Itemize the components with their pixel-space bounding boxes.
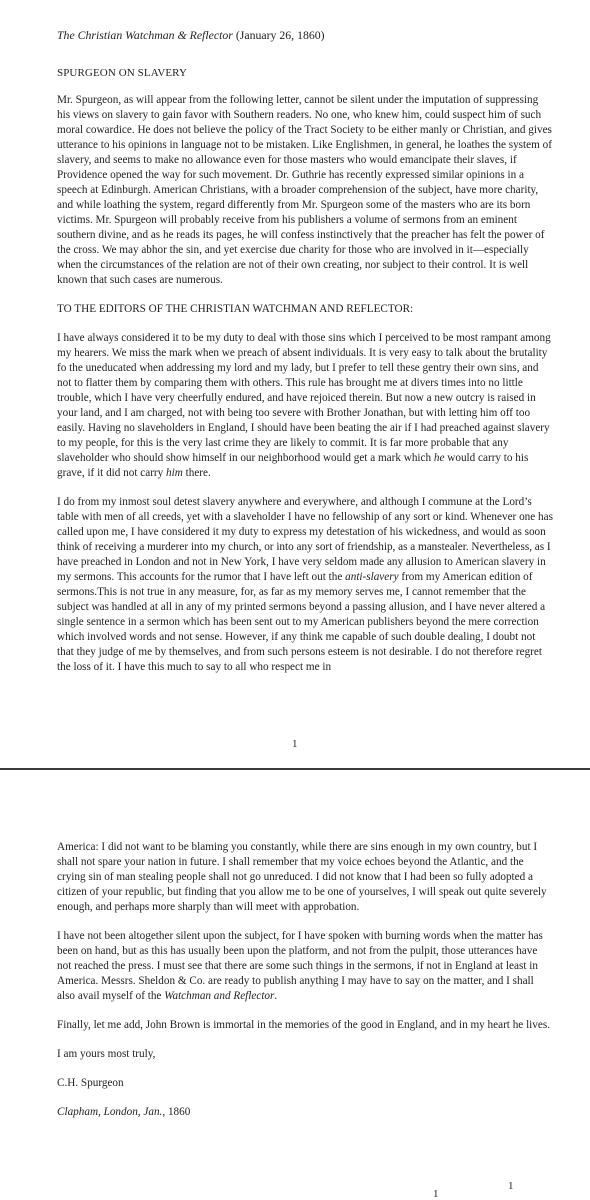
letter-paragraph-3: America: I did not want to be blaming you constantly, while there are sins enough in my own country, but I shall not spare your nation in future. I shall remember that my voice echoes beyond the Atlantic, and the crying sin of man stealing people shall not go unreduced. I did not know that I had been so fully adopted a citizen of your republic, but finding that you allow me to be one of yourselves, I will speak out quite severely enough, and perhaps more sharply than will meet with approbation. [57,841,547,913]
article-title: SPURGEON ON SLAVERY [57,67,188,79]
intro-paragraph: Mr. Spurgeon, as will appear from the following letter, cannot be silent under the imputation of suppressing his views on slavery to gain favor with Southern readers. No one, who knew him, could suspect him of such moral cowardice. He does not believe the policy of the Tract Society to be either manly or Christian, and gives utterance to his opinions in language not to be mistaken. Like Englishmen, in general, he loathes the system of slavery, and seems to make no allowance even for those masters who would emancipate their slaves, if Providence opened the way for such movement. Dr. Guthrie has recently expressed similar opinions in a speech at Edinburgh. American Christians, with a broader comprehension of the subject, have more charity, and while loathing the system, regard differently from Mr. Spurgeon some of the masters who are its born victims. Mr. Spurgeon will probably receive from his publishers a volume of sermons from an eminent southern divine, and as he reads its pages, he will confess instinctively that the preacher has felt the power of the cross. We may abhor the sin, and yet exercise due charity for those who are involved in it—especially when the circumstances of the relation are not of their own creating, nor subject to their control. It is well known that such cases are numerous. [57,94,552,286]
letter-paragraph-1 [57,331,553,481]
page-number: 1 [508,1180,514,1192]
text-run: I do from my inmost soul detest slavery anywhere and everywhere, and although I commune at the Lord’s table with men of all creeds, yet with a slaveholder I have no fellowship of any sort or kind. Whenever one has called upon me, I have considered it my duty to express my detestation of his wickedness, and would as soon think of receiving a murderer into my church, or into any sort of friendship, as a manstealer. Nevertheless, as I have preached in London and not in New York, I have very seldom made any allusion to American slavery in my sermons. This accounts for the rumor that I have left out the [57,496,553,583]
italic-anti-slavery: anti-slavery [345,571,399,583]
italic-watchman-reflector: Watchman and Reflector [164,990,275,1002]
page-divider [0,768,590,770]
letter-paragraph-2 [57,495,553,675]
text-run: there. [182,467,211,479]
letter-place-date [57,1105,553,1120]
place-text: Clapham, London, Jan. [57,1106,163,1118]
publication-date: (January 26, 1860) [235,28,325,42]
letter-signature: C.H. Spurgeon [57,1077,124,1089]
document-page-2 [0,772,590,1200]
page-1-body [57,66,553,689]
year-text: , 1860 [162,1106,191,1118]
italic-him: him [166,467,183,479]
letter-paragraph-4 [57,929,553,1004]
publication-name: The Christian Watchman & Reflector [57,28,233,42]
letter-closing: I am yours most truly, [57,1048,156,1060]
page-2-body [57,840,553,1134]
page-header [57,28,325,43]
page-number: 1 [433,1188,439,1200]
letter-address: TO THE EDITORS OF THE CHRISTIAN WATCHMAN AND REFLECTOR: [57,303,414,315]
text-run: . [274,990,278,1002]
italic-he: he [433,452,445,464]
text-run: would carry to his grave, if it did not carry [57,452,529,479]
letter-paragraph-5: Finally, let me add, John Brown is immortal in the memories of the good in England, and in my heart he lives. [57,1019,550,1031]
text-run: I have always considered it to be my duty to deal with those sins which I perceived to be most rampant among my hearers. We miss the mark when we preach of absent individuals. It is very easy to talk about the brutality fo the uneducated when addressing my lord and my lady, but I prefer to tell these gentry their own sins, and not to flatter them by comparing them with others. This rule has brought me at divers times into no little trouble, which I have very cheerfully endured, and have rejoiced therein. But now a new outcry is raised in your land, and I am charged, not with being too severe with Brother Jonathan, but with letting him off too easily. Having no slaveholders in England, I should have been beating the air if I had preached against slavery to my people, for this is the very last crime they are likely to commit. It is far more probable that any slaveholder who should show himself in our neighborhood would get a mark which [57,332,551,464]
page-number: 1 [292,738,298,750]
text-run: from my American edition of sermons.This is not true in any measure, for, as far as my memory serves me, I cannot remember that the subject was handled at all in any of my printed sermons beyond a passing allusion, and I have never altered a single sentence in a sermon which has been sent out to my American publishers beyond the mere correction which involved words and not sense. However, if any think me capable of such double dealing, I doubt not that they judge of me by themselves, and from such persons esteem is not desirable. I do not therefore regret the loss of it. I have this much to say to all who respect me in [57,571,546,673]
text-run: I have not been altogether silent upon the subject, for I have spoken with burning words when the matter has been on hand, but as this has usually been upon the platform, and not from the pulpit, those utterances have not reached the press. I must see that there are some such things in the sermons, if not in England at least in America. Messrs. Sheldon & Co. are ready to publish anything I may have to say on the matter, and I shall also avail myself of the [57,930,543,1002]
